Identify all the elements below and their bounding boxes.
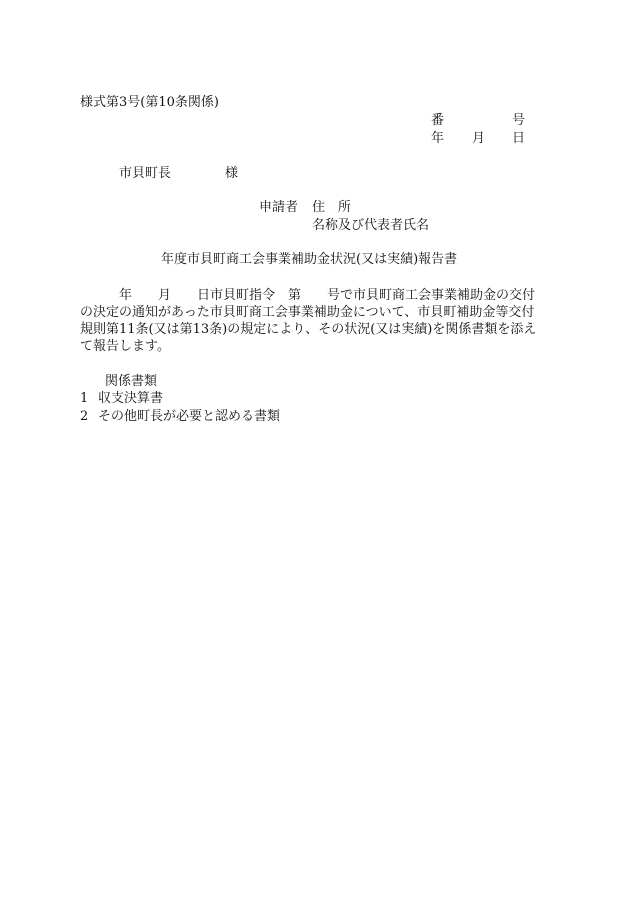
- body-line-1: 年 月 日市貝町指令 第 号で市貝町商工会事業補助金の交付: [80, 288, 536, 303]
- date-year-label: 年: [431, 131, 445, 146]
- number-go-label: 号: [512, 113, 526, 128]
- attachment-item-1-text: 収支決算書: [98, 391, 164, 406]
- document-title: 年度市貝町商工会事業補助金状況(又は実績)報告書: [161, 252, 458, 267]
- addressee-honorific: 様: [225, 166, 239, 181]
- attachments-heading: 関係書類: [105, 374, 158, 389]
- addressee: 市貝町長: [119, 166, 172, 181]
- attachment-item-2-text: その他町長が必要と認める書類: [98, 409, 281, 424]
- date-day-label: 日: [512, 131, 526, 146]
- name-label: 名称及び代表者氏名: [312, 218, 430, 233]
- form-number: 様式第3号(第10条関係): [80, 95, 219, 110]
- number-ban-label: 番: [431, 113, 445, 128]
- attachment-item-2-number: 2: [80, 409, 89, 424]
- applicant-label: 申請者: [259, 200, 299, 215]
- attachment-item-1-number: 1: [80, 391, 89, 406]
- body-line-3: 規則第11条(又は第13条)の規定により、その状況(又は実績)を関係書類を添え: [80, 322, 537, 337]
- body-line-2: の決定の通知があった市貝町商工会事業補助金について、市貝町補助金等交付: [80, 305, 535, 320]
- address-label: 住 所: [312, 200, 352, 215]
- date-month-label: 月: [472, 131, 486, 146]
- body-line-4: て報告します。: [80, 339, 170, 354]
